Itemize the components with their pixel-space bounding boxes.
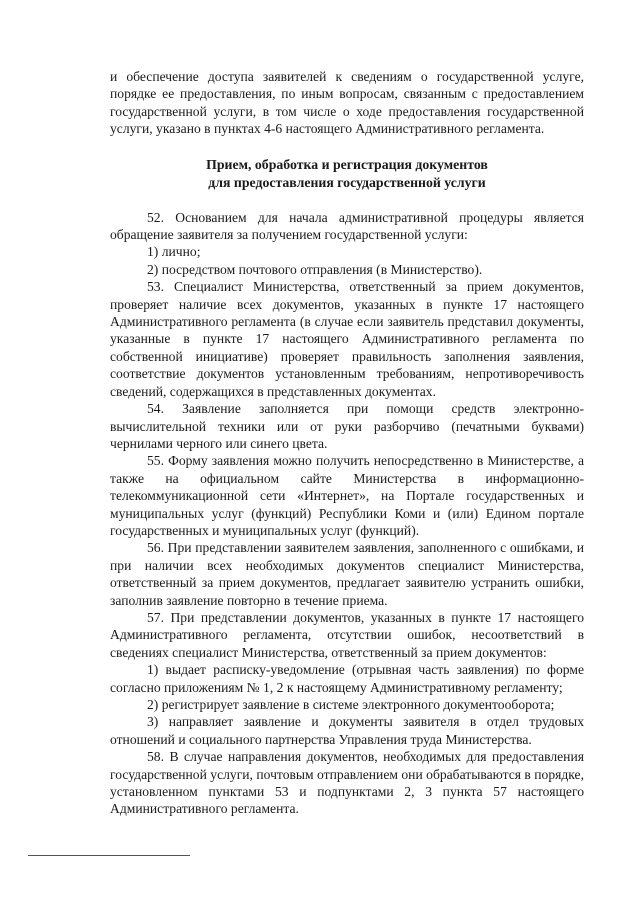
document-page xyxy=(110,68,584,818)
footnote-divider xyxy=(28,855,190,856)
paragraph-58: 58. В случае направления документов, необходимых для предоставления государственной услуги, почтовым отправлением они обрабатываются в порядке, установленном пунктами 53 и подпунктами 2, 3 пункта 57 настоящего Административного регламента. xyxy=(110,749,584,817)
paragraph-57-item-1: 1) выдает расписку-уведомление (отрывная часть заявления) по форме согласно приложениям № 1, 2 к настоящему Административному регламенту; xyxy=(110,662,584,695)
paragraph-52: 52. Основанием для начала административной процедуры является обращение заявителя за получением государственной услуги: xyxy=(110,209,584,243)
paragraph-57-item-2: 2) регистрирует заявление в системе электронного документооборота; xyxy=(147,697,555,712)
intro-paragraph: и обеспечение доступа заявителей к сведениям о государственной услуге, порядке ее предоставления, по иным вопросам, связанным с предоставлением государственной услуги, в том числе о ходе предоставления государственной услуги, указано в пунктах 4-6 настоящего Административного регламента. xyxy=(110,69,584,137)
paragraph-54: 54. Заявление заполняется при помощи средств электронно-вычислительной техники или от руки разборчиво (печатными буквами) чернилами черного или синего цвета. xyxy=(110,401,584,451)
paragraph-52-item-1: 1) лично; xyxy=(147,244,201,260)
paragraph-55: 55. Форму заявления можно получить непосредственно в Министерстве, а также на официальном сайте Министерства в информационно-телекоммуникационной сети «Интернет», на Портале государственных и муниципальных услуг (функций) Республики Коми и (или) Едином портале государственных и муниципальных услуг (функций). xyxy=(110,453,584,538)
heading-line-1: Прием, обработка и регистрация документов xyxy=(206,156,488,172)
paragraph-53: 53. Специалист Министерства, ответственный за прием документов, проверяет наличие всех документов, указанных в пункте 17 настоящего Административного регламента (в случае если заявитель представил документы, указанные в пункте 17 настоящего Административного регламента по собственной инициативе) проверяет правильность заполнения заявления, соответствие документов установленным требованиям, непротиворечивость сведений, содержащихся в представленных документах. xyxy=(110,279,584,399)
paragraph-56: 56. При представлении заявителем заявления, заполненного с ошибками, и при наличии всех необходимых документов специалист Министерства, ответственный за прием документов, предлагает заявителю устранить ошибки, заполнив заявление повторно в течение приема. xyxy=(110,540,584,608)
paragraph-52-item-2: 2) посредством почтового отправления (в Министерство). xyxy=(147,261,483,277)
heading-line-2: для предоставления государственной услуги xyxy=(208,174,486,190)
paragraph-57-item-3: 3) направляет заявление и документы заявителя в отдел трудовых отношений и социального партнерства Управления труда Министерства. xyxy=(110,714,584,747)
section-heading xyxy=(110,156,584,192)
paragraph-57: 57. При представлении документов, указанных в пункте 17 настоящего Административного регламента, отсутствии ошибок, несоответствий в сведениях специалист Министерства, ответственный за прием документов: xyxy=(110,609,584,660)
